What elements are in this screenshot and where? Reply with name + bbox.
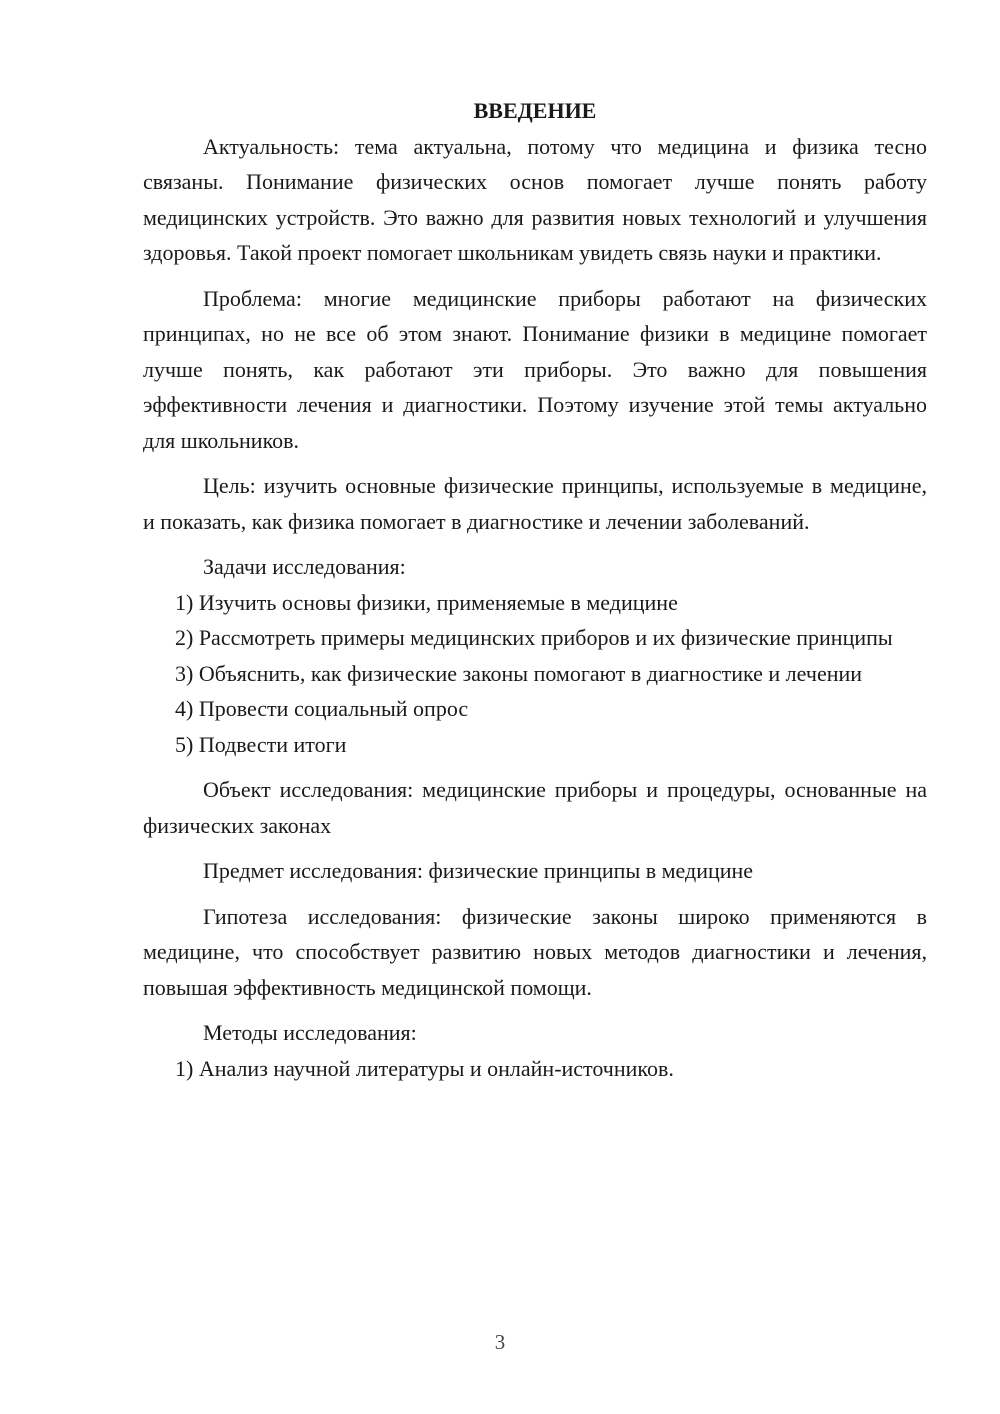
relevance-paragraph: Актуальность: тема актуальна, потому что медицина и физика тесно связаны. Понимание физических основ помогает лучше понять работу медицинских устройств. Это важно для развития новых технологий и улучшения здоровья. Такой проект помогает школьникам увидеть связь науки и практики.: [143, 133, 927, 265]
task-item-1: 1) Изучить основы физики, применяемые в медицине: [175, 589, 678, 615]
section-title: ВВЕДЕНИЕ: [473, 98, 597, 123]
methods-heading: Методы исследования:: [203, 1020, 417, 1045]
goal-paragraph: Цель: изучить основные физические принципы, используемые в медицине, и показать, как физика помогает в диагностике и лечении заболеваний.: [143, 473, 927, 534]
tasks-heading: Задачи исследования:: [203, 554, 406, 579]
hypothesis-paragraph: Гипотеза исследования: физические законы широко применяются в медицине, что способствует развитию новых методов диагностики и лечения, повышая эффективность медицинской помощи.: [143, 903, 927, 1000]
method-item-1: 1) Анализ научной литературы и онлайн-источников.: [175, 1055, 674, 1081]
page-number: 3: [494, 1330, 506, 1354]
subject-paragraph: Предмет исследования: физические принципы в медицине: [203, 858, 754, 883]
problem-paragraph: Проблема: многие медицинские приборы работают на физических принципах, но не все об этом знают. Понимание физики в медицине помогает лучше понять, как работают эти приборы. Это важно для повышения эффективности лечения и диагностики. Поэтому изучение этой темы актуально для школьников.: [143, 285, 927, 453]
task-item-4: 4) Провести социальный опрос: [175, 696, 469, 721]
task-item-3: 3) Объяснить, как физические законы помогают в диагностике и лечении: [175, 660, 863, 686]
task-item-2: 2) Рассмотреть примеры медицинских приборов и их физические принципы: [175, 625, 893, 650]
object-paragraph: Объект исследования: медицинские приборы и процедуры, основанные на физических законах: [143, 777, 927, 838]
page-content: [143, 93, 927, 1086]
task-item-5: 5) Подвести итоги: [175, 731, 347, 757]
